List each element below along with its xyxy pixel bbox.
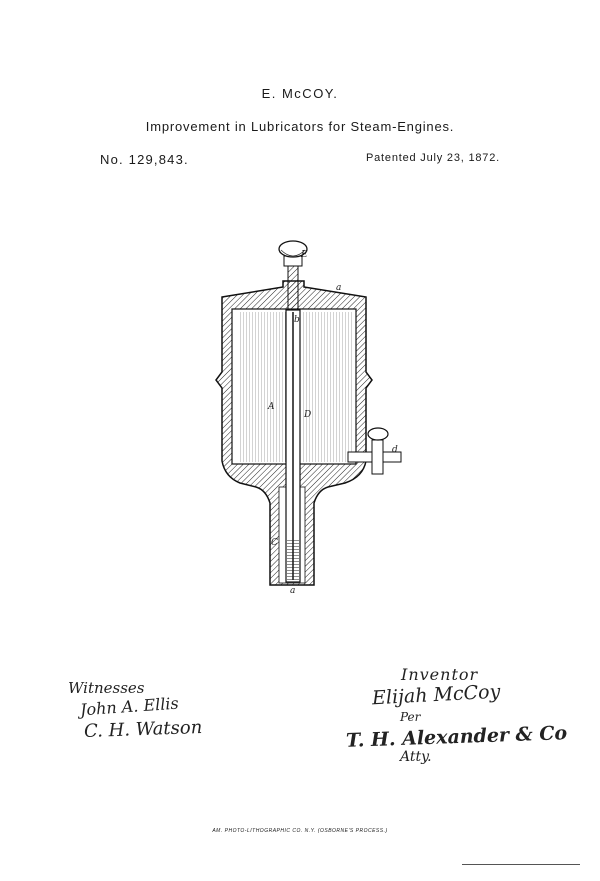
patent-number: No. 129,843.: [100, 152, 189, 167]
inventor-signature: Elijah McCoy: [371, 680, 501, 710]
lithographer-credit: AM. PHOTO-LITHOGRAPHIC CO. N.Y. (OSBORNE'S PROCESS.): [212, 828, 388, 834]
witnesses-label: Witnesses: [68, 679, 145, 697]
witness-2-signature: C. H. Watson: [83, 716, 203, 743]
inventor-name-header: E. McCOY.: [261, 86, 339, 101]
bottom-rule: [462, 864, 580, 865]
witness-1-signature: John A. Ellis: [79, 693, 180, 720]
attorney-signature: T. H. Alexander & Co: [345, 722, 568, 752]
attorney-label: Atty.: [400, 749, 432, 765]
label-tube: D: [304, 410, 312, 420]
patent-title: Improvement in Lubricators for Steam-Engines.: [145, 119, 455, 134]
label-top-cap: E: [301, 250, 308, 260]
patent-date: Patented July 23, 1872.: [366, 152, 500, 164]
label-stem-top: b: [294, 315, 300, 325]
label-bottom: a: [290, 586, 296, 596]
plug-stem: [288, 264, 298, 310]
label-lid: a: [336, 283, 342, 293]
per-label: Per: [400, 710, 421, 724]
side-cock-knob: [368, 428, 388, 440]
inventor-label: Inventor: [401, 665, 479, 684]
label-lower-neck: C: [271, 538, 278, 548]
label-chamber: A: [268, 402, 275, 412]
label-side-cock: d: [392, 445, 398, 455]
